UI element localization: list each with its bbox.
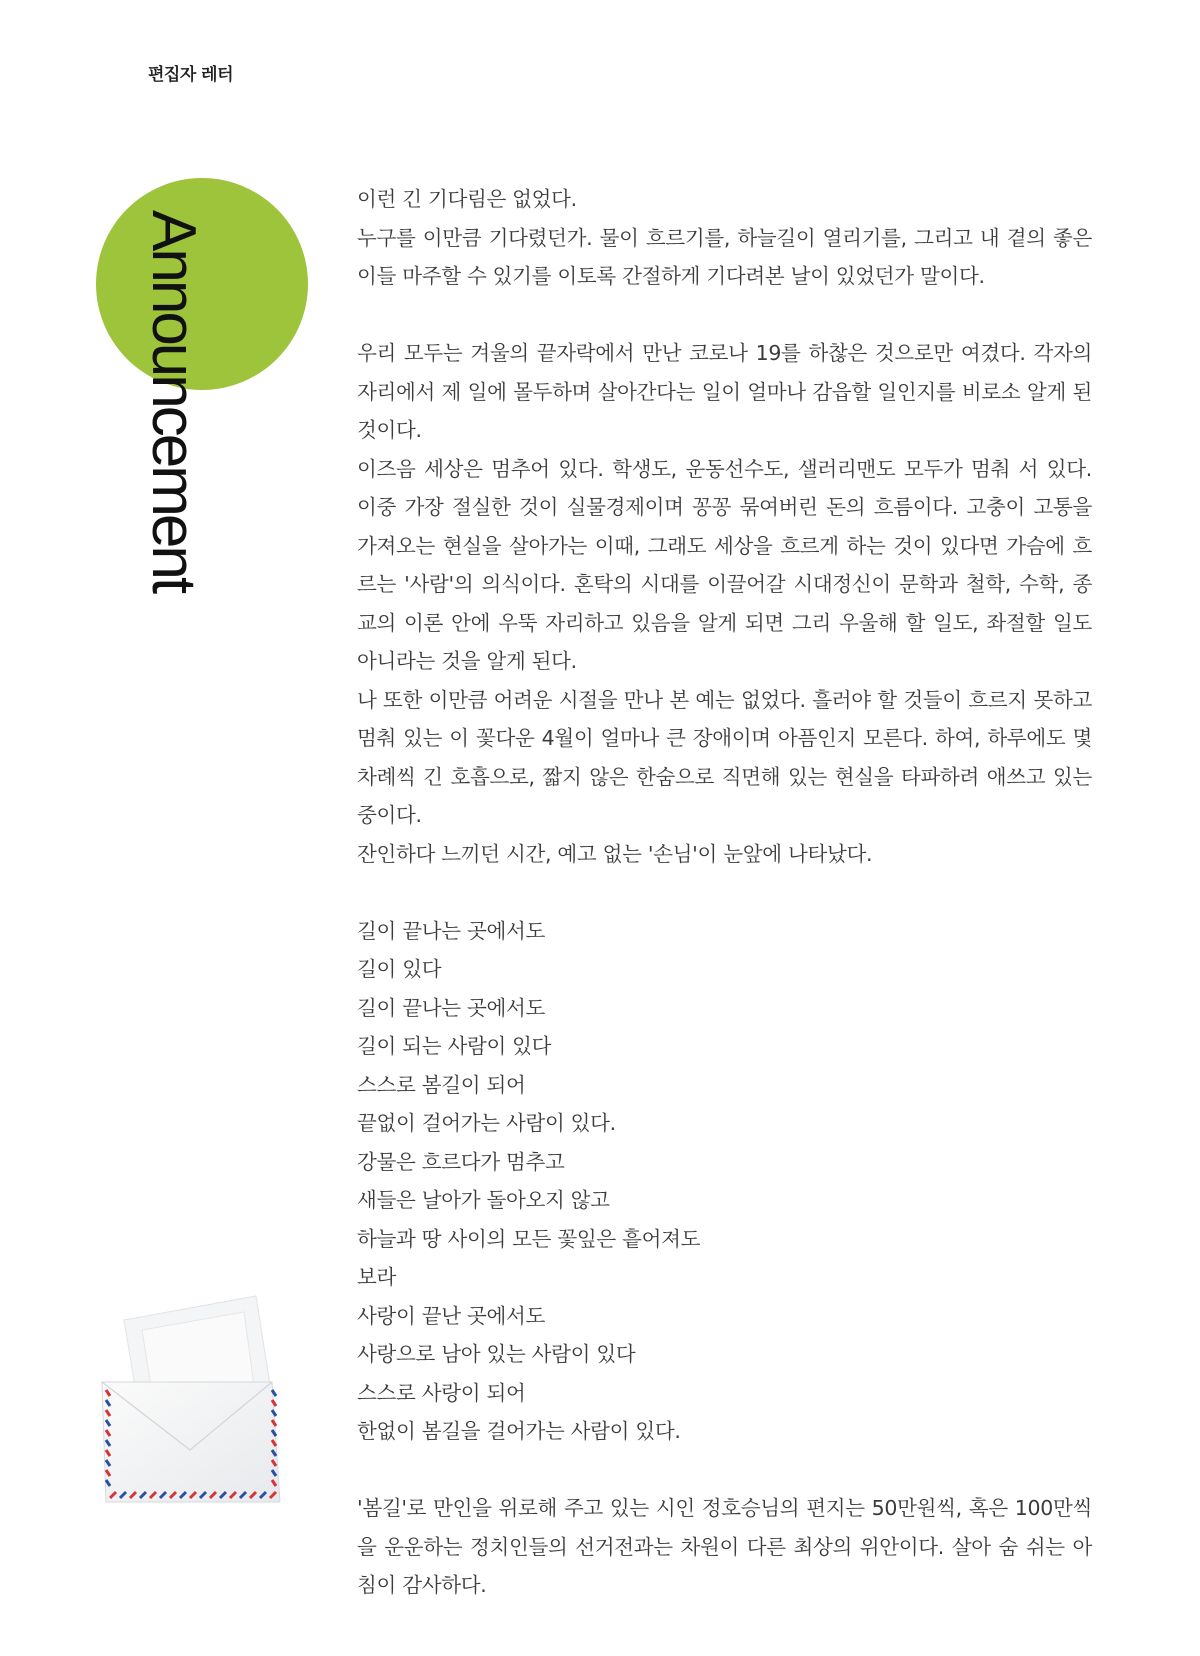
- paragraph: 나 또한 이만큼 어려운 시절을 만나 본 예는 없었다. 흘러야 할 것들이 흐르지 못하고 멈춰 있는 이 꽃다운 4월이 얼마나 큰 장애이며 아픔인지 모른다. 하여, 하루에도 몇 차례씩 긴 호흡으로, 짧지 않은 한숨으로 직면해 있는 현실을 타파하려 애쓰고 있는 중이다.: [357, 687, 1092, 827]
- paragraph: 스스로 봄길이 되어: [357, 1072, 526, 1097]
- paragraph: 사랑이 끝난 곳에서도: [357, 1303, 545, 1328]
- paragraph: 새들은 날아가 돌아오지 않고: [357, 1188, 610, 1212]
- paragraph: 우리 모두는 겨울의 끝자락에서 만난 코로나 19를 하찮은 것으로만 여겼다. 각자의 자리에서 제 일에 몰두하며 살아간다는 일이 얼마나 감읍할 일인지를 비로소 알게 된 것이다.: [357, 341, 1092, 442]
- paragraph: 길이 끝나는 곳에서도: [357, 918, 545, 943]
- paragraph-gap: [357, 1451, 1092, 1490]
- paragraph: 한없이 봄길을 걸어가는 사람이 있다.: [357, 1419, 681, 1443]
- paragraph: 길이 있다: [357, 957, 442, 981]
- paragraph: 이런 긴 기다림은 없었다.: [357, 187, 577, 211]
- paragraph: 길이 되는 사람이 있다: [357, 1034, 552, 1058]
- letter-body: [357, 180, 1092, 1605]
- paragraph: 이즈음 세상은 멈추어 있다. 학생도, 운동선수도, 샐러리맨도 모두가 멈춰 서 있다. 이중 가장 절실한 것이 실물경제이며 꽁꽁 묶여버린 돈의 흐름이다. 고충이 고통을 가져오는 현실을 살아가는 이때, 그래도 세상을 흐르게 하는 것이 있다면 가슴에 흐르는 '사람'의 의식이다. 혼탁의 시대를 이끌어갈 시대정신이 문학과 철학, 수학, 종교의 이론 안에 우뚝 자리하고 있음을 알게 되면 그리 우울해 할 일도, 좌절할 일도 아니라는 것을 알게 된다.: [357, 456, 1092, 673]
- paragraph-gap: [357, 873, 1092, 912]
- paragraph: 하늘과 땅 사이의 모든 꽃잎은 흩어져도: [357, 1226, 701, 1251]
- paragraph: 잔인하다 느끼던 시간, 예고 없는 '손님'이 눈앞에 나타났다.: [357, 841, 873, 866]
- paragraph: 누구를 이만큼 기다렸던가. 물이 흐르기를, 하늘길이 열리기를, 그리고 내 곁의 좋은 이들 마주할 수 있기를 이토록 간절하게 기다려본 날이 있었던가 말이다.: [357, 225, 1092, 288]
- paragraph: '봄길'로 만인을 위로해 주고 있는 시인 정호승님의 편지는 50만원씩, 혹은 100만씩을 운운하는 정치인들의 선거전과는 차원이 다른 최상의 위안이다. 살아 숨 쉬는 아침이 감사하다.: [357, 1496, 1092, 1597]
- airmail-envelope-image: [84, 1290, 294, 1510]
- paragraph: 보라: [357, 1265, 397, 1289]
- paragraph: 끝없이 걸어가는 사람이 있다.: [357, 1111, 616, 1135]
- paragraph: 강물은 흐르다가 멈추고: [357, 1149, 565, 1174]
- paragraph: 사랑으로 남아 있는 사람이 있다: [357, 1342, 636, 1366]
- paragraph-gap: [357, 296, 1092, 335]
- paragraph: 스스로 사랑이 되어: [357, 1380, 526, 1405]
- page-section-label: 편집자 레터: [148, 65, 234, 85]
- vertical-title: Announcement: [139, 210, 208, 592]
- paragraph: 길이 끝나는 곳에서도: [357, 995, 545, 1020]
